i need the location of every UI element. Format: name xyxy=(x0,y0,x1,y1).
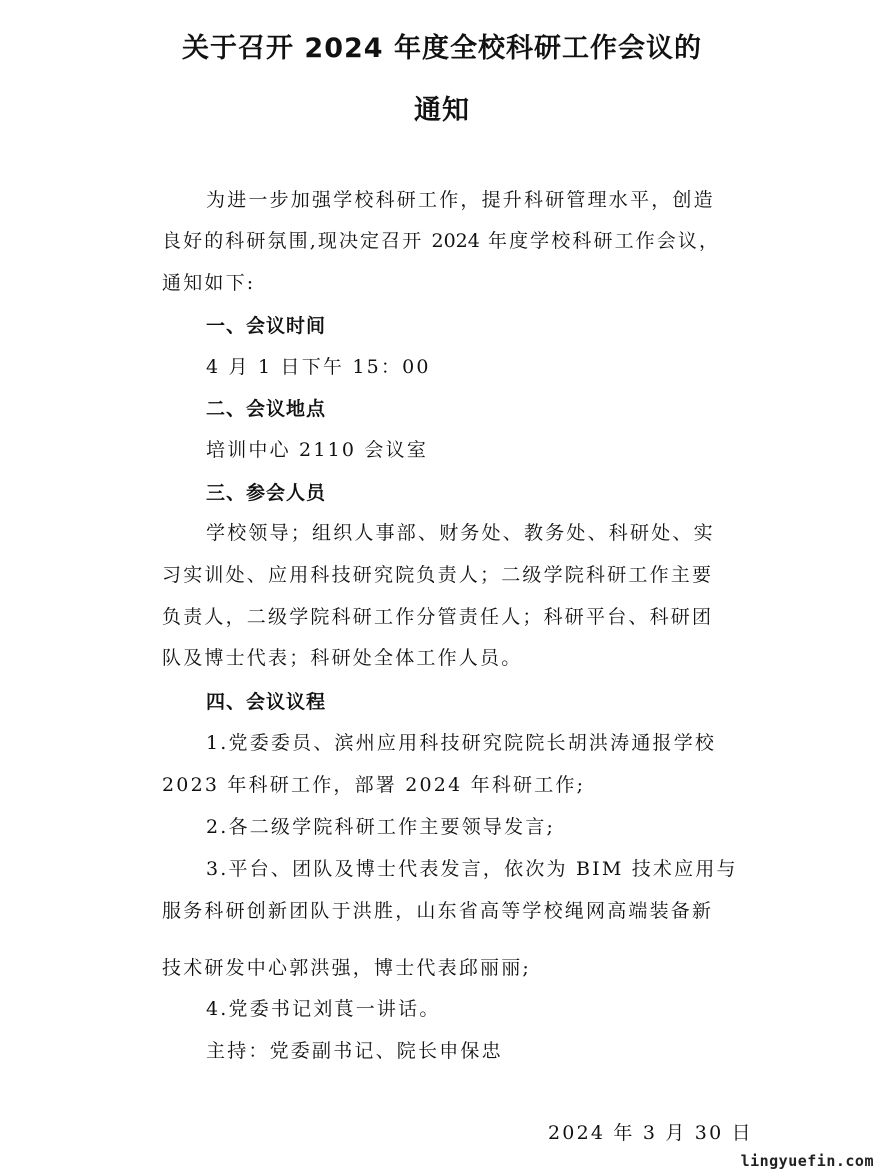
section1-heading: 一、会议时间 xyxy=(206,315,327,337)
section4-heading: 四、会议议程 xyxy=(206,691,327,713)
section3-line4: 队及博士代表；科研处全体工作人员。 xyxy=(162,647,523,669)
agenda-item4: 4.党委书记刘茛一讲话。 xyxy=(206,998,441,1020)
agenda-item1-line1: 1.党委委员、滨州应用科技研究院院长胡洪涛通报学校 xyxy=(206,732,717,754)
document-title-line2: 通知 xyxy=(414,95,470,126)
section3-line3: 负责人，二级学院科研工作分管责任人；科研平台、科研团 xyxy=(162,606,714,628)
intro-line2: 良好的科研氛围,现决定召开 2024 年度学校科研工作会议， xyxy=(162,230,718,252)
meeting-host: 主持：党委副书记、院长申保忠 xyxy=(206,1040,503,1062)
document-title-line1: 关于召开 2024 年度全校科研工作会议的 xyxy=(182,33,702,64)
section2-heading: 二、会议地点 xyxy=(206,398,327,420)
agenda-item2: 2.各二级学院科研工作主要领导发言; xyxy=(206,816,556,838)
section1-content: 4 月 1 日下午 15：00 xyxy=(206,356,431,378)
issue-date: 2024 年 3 月 30 日 xyxy=(548,1122,753,1144)
intro-line3: 通知如下: xyxy=(162,272,256,294)
section2-content: 培训中心 2110 会议室 xyxy=(206,439,429,461)
section3-heading: 三、参会人员 xyxy=(206,482,327,504)
watermark: lingyuefin.com xyxy=(740,1152,874,1170)
agenda-item3-line2: 服务科研创新团队于洪胜，山东省高等学校绳网高端装备新 xyxy=(162,900,714,922)
agenda-item1-line2: 2023 年科研工作，部署 2024 年科研工作; xyxy=(162,774,586,796)
section3-line2: 习实训处、应用科技研究院负责人；二级学院科研工作主要 xyxy=(162,564,714,586)
intro-line1: 为进一步加强学校科研工作，提升科研管理水平，创造 xyxy=(206,189,715,211)
agenda-item3-line3: 技术研发中心郭洪强，博士代表邱丽丽; xyxy=(162,957,532,979)
section3-line1: 学校领导；组织人事部、财务处、教务处、科研处、实 xyxy=(206,522,715,544)
agenda-item3-line1: 3.平台、团队及博士代表发言，依次为 BIM 技术应用与 xyxy=(206,858,738,880)
